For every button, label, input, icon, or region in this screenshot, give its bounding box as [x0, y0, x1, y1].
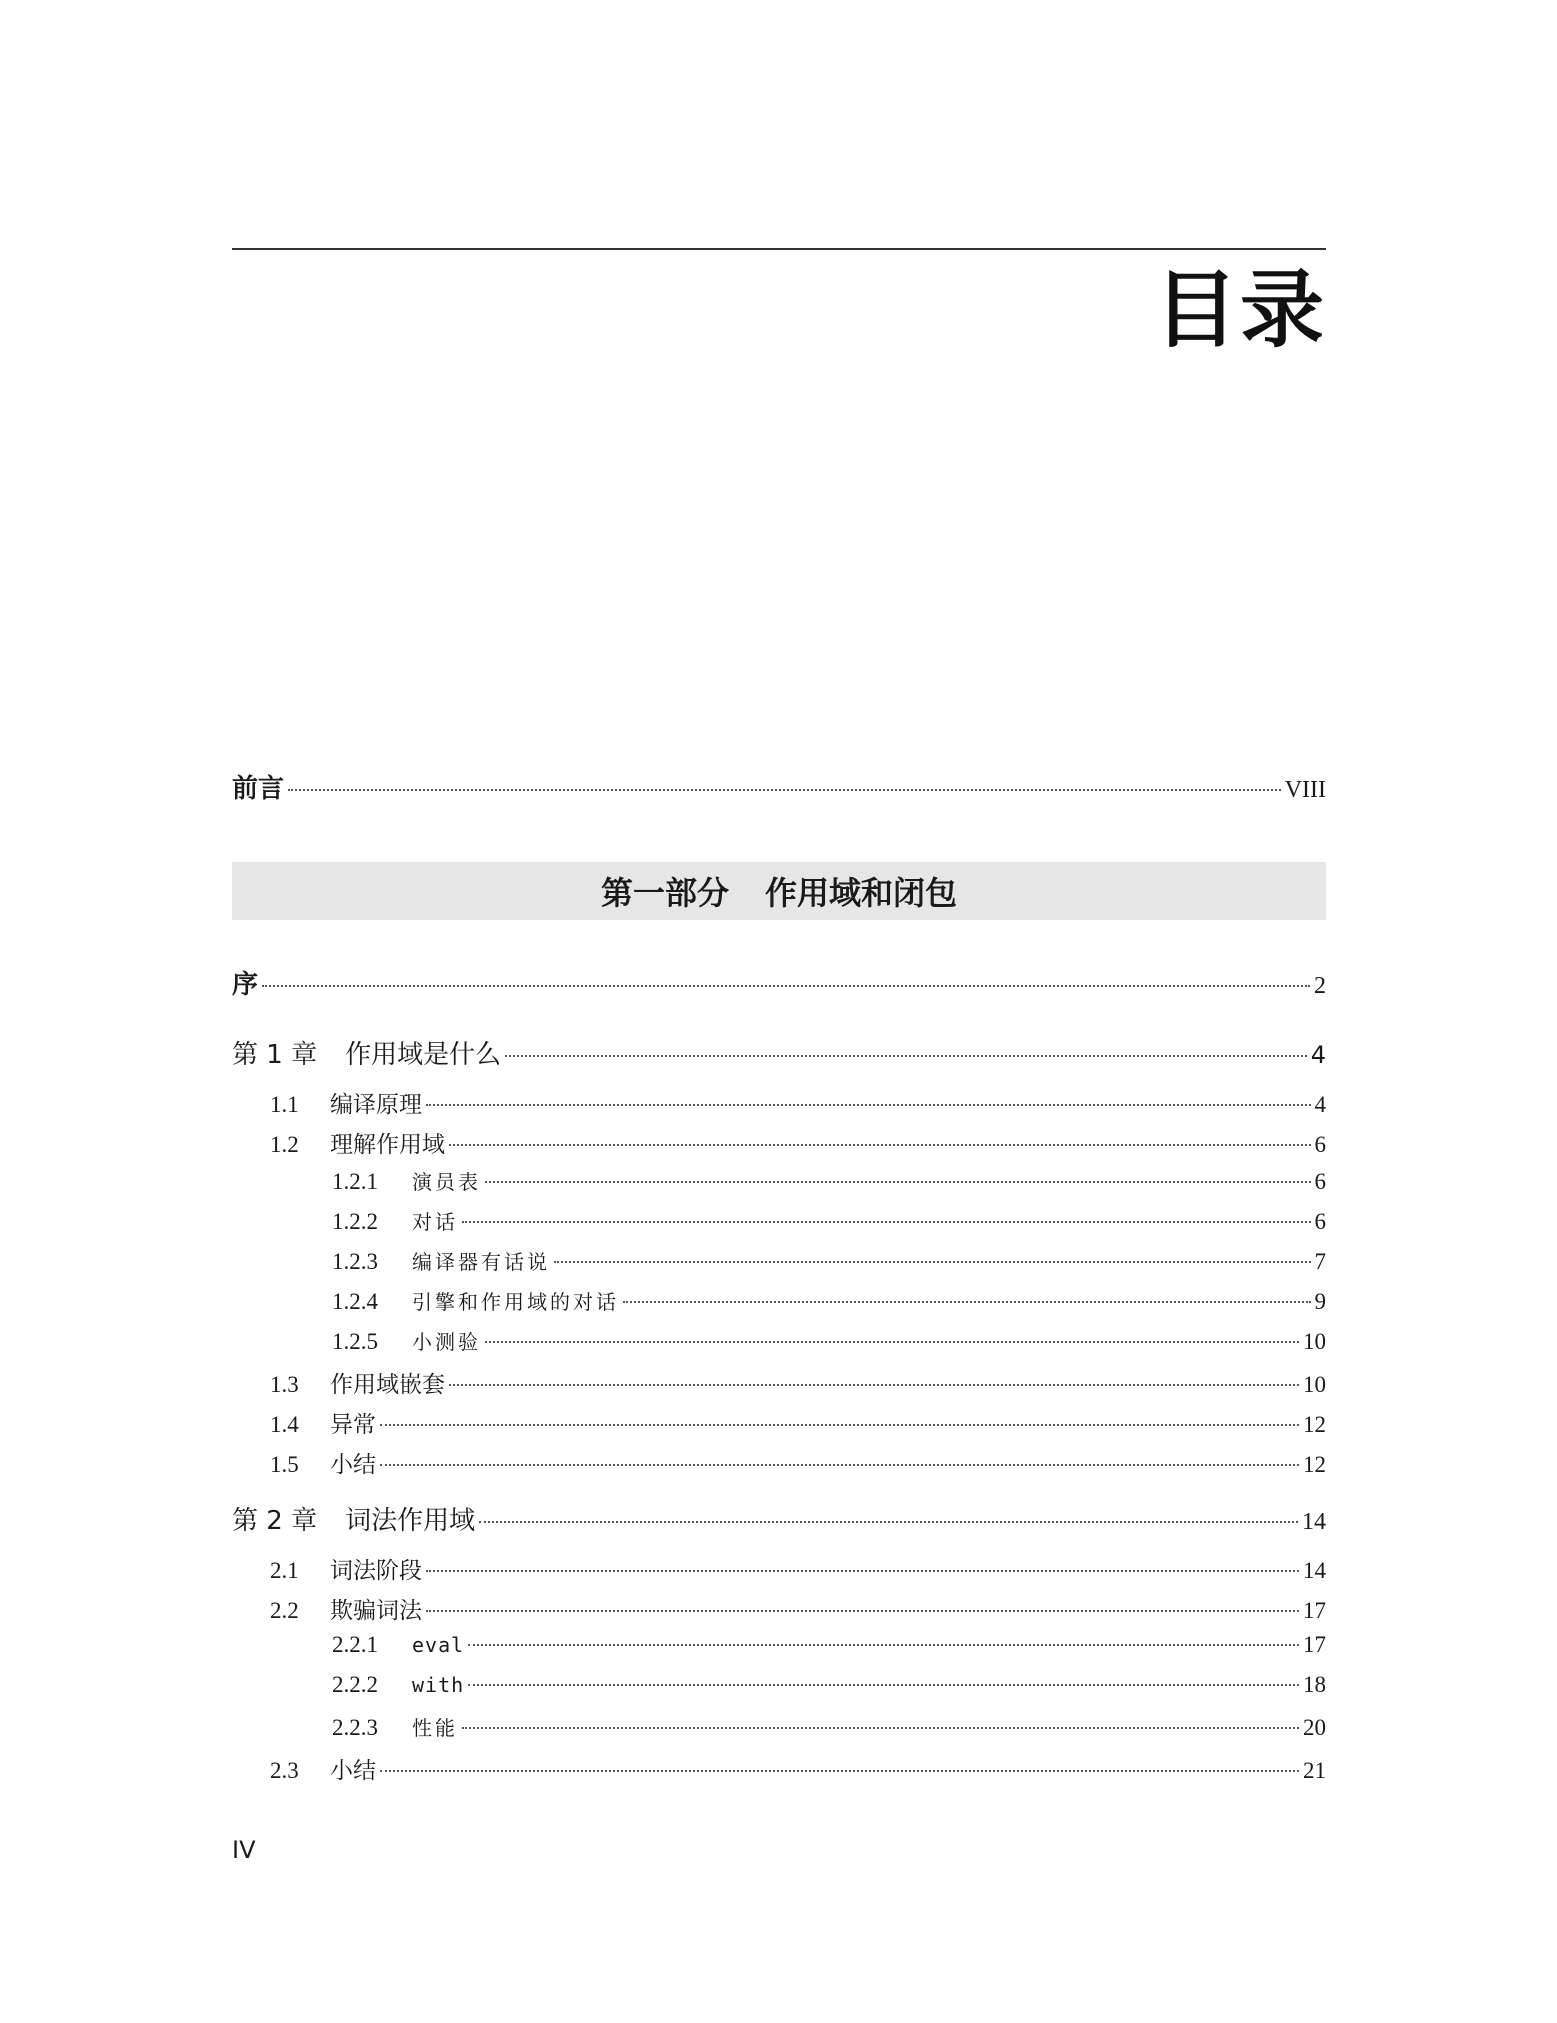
- dot-leader: [426, 1104, 1311, 1106]
- section-label: 作用域嵌套: [330, 1372, 445, 1398]
- toc-section-2-1[interactable]: [232, 1552, 1326, 1585]
- toc-entry-page: 20: [1303, 1715, 1326, 1740]
- subsection-label: 小测验: [412, 1330, 481, 1354]
- part-number: 第一部分: [600, 874, 729, 912]
- toc-entry-page: 2: [1314, 973, 1326, 999]
- toc-section-1-2[interactable]: [232, 1126, 1326, 1159]
- dot-leader: [485, 1181, 1311, 1183]
- toc-section-2-3[interactable]: [232, 1752, 1326, 1785]
- dot-leader: [468, 1684, 1299, 1686]
- page-number-folio: IV: [232, 1836, 256, 1864]
- toc-entry-page: 6: [1314, 1209, 1326, 1234]
- section-label: 小结: [330, 1452, 376, 1478]
- chapter-title: 作用域是什么: [345, 1040, 502, 1070]
- toc-entry-page: 9: [1314, 1289, 1326, 1314]
- section-label: 异常: [330, 1412, 376, 1438]
- dot-leader: [449, 1144, 1311, 1146]
- toc-entry-page: 10: [1303, 1372, 1326, 1397]
- toc-entry-page: 7: [1314, 1249, 1326, 1274]
- section-number: 2.2: [270, 1598, 299, 1623]
- chapter-number: 第 1 章: [232, 1040, 318, 1070]
- page-title: 目录: [1153, 261, 1326, 359]
- toc-section-2-2[interactable]: [232, 1592, 1326, 1625]
- dot-leader: [468, 1644, 1299, 1646]
- title-rule: [232, 248, 1326, 250]
- toc-subsection-1-2-4[interactable]: [232, 1286, 1326, 1315]
- section-number: 1.5: [270, 1452, 299, 1477]
- subsection-label: eval: [412, 1633, 465, 1657]
- toc-chapter-2[interactable]: [232, 1500, 1326, 1537]
- section-label: 词法阶段: [330, 1558, 422, 1584]
- subsection-label: 对话: [412, 1210, 458, 1234]
- toc-entry-page: 6: [1314, 1169, 1326, 1194]
- toc-entry-preface[interactable]: [232, 768, 1326, 805]
- subsection-number: 2.2.3: [332, 1715, 378, 1740]
- section-label: 编译原理: [330, 1092, 422, 1118]
- section-number: 2.1: [270, 1558, 299, 1583]
- toc-subsection-1-2-5[interactable]: [232, 1326, 1326, 1355]
- dot-leader: [479, 1521, 1298, 1523]
- toc-entry-page: 14: [1302, 1509, 1326, 1535]
- section-number: 1.4: [270, 1412, 299, 1437]
- toc-entry-page: 14: [1303, 1558, 1326, 1583]
- dot-leader: [462, 1221, 1311, 1223]
- section-number: 1.2: [270, 1132, 299, 1157]
- toc-chapter-1[interactable]: [232, 1034, 1326, 1071]
- toc-subsection-2-2-3[interactable]: [232, 1712, 1326, 1741]
- section-label: 小结: [330, 1758, 376, 1784]
- section-label: 欺骗词法: [330, 1598, 422, 1624]
- toc-entry-page: 12: [1303, 1412, 1326, 1437]
- section-label: 理解作用域: [330, 1132, 445, 1158]
- toc-section-1-4[interactable]: [232, 1406, 1326, 1439]
- section-number: 1.3: [270, 1372, 299, 1397]
- subsection-label: with: [412, 1673, 465, 1697]
- dot-leader: [485, 1341, 1299, 1343]
- dot-leader: [449, 1384, 1299, 1386]
- dot-leader: [426, 1610, 1299, 1612]
- chapter-title: 词法作用域: [345, 1506, 476, 1536]
- subsection-number: 2.2.2: [332, 1672, 378, 1697]
- dot-leader: [380, 1464, 1299, 1466]
- toc-entry-page: 17: [1303, 1632, 1326, 1657]
- section-number: 2.3: [270, 1758, 299, 1783]
- subsection-label: 编译器有话说: [412, 1250, 550, 1274]
- toc-subsection-1-2-2[interactable]: [232, 1206, 1326, 1235]
- toc-entry-label: 序: [232, 970, 259, 1000]
- dot-leader: [262, 985, 1310, 987]
- dot-leader: [554, 1261, 1311, 1263]
- toc-entry-page: 17: [1303, 1598, 1326, 1623]
- dot-leader: [426, 1570, 1299, 1572]
- toc-entry-page: 6: [1314, 1132, 1326, 1157]
- subsection-number: 1.2.2: [332, 1209, 378, 1234]
- toc-subsection-1-2-1[interactable]: [232, 1166, 1326, 1195]
- subsection-number: 1.2.1: [332, 1169, 378, 1194]
- toc-entry-page: VIII: [1284, 777, 1326, 803]
- subsection-number: 1.2.4: [332, 1289, 378, 1314]
- toc-section-1-5[interactable]: [232, 1446, 1326, 1479]
- subsection-number: 1.2.3: [332, 1249, 378, 1274]
- subsection-number: 2.2.1: [332, 1632, 378, 1657]
- part-title: 作用域和闭包: [765, 874, 958, 912]
- part-heading: [232, 862, 1326, 920]
- toc-subsection-2-2-2[interactable]: [232, 1672, 1326, 1698]
- toc-entry-page: 4: [1314, 1092, 1326, 1117]
- toc-section-1-3[interactable]: [232, 1366, 1326, 1399]
- subsection-number: 1.2.5: [332, 1329, 378, 1354]
- dot-leader: [380, 1424, 1299, 1426]
- subsection-label: 引擎和作用域的对话: [412, 1290, 619, 1314]
- toc-entry-page: 21: [1303, 1758, 1326, 1783]
- dot-leader: [623, 1301, 1311, 1303]
- chapter-number: 第 2 章: [232, 1506, 318, 1536]
- section-number: 1.1: [270, 1092, 299, 1117]
- toc-entry-label: 前言: [232, 774, 285, 804]
- toc-entry-prologue[interactable]: [232, 964, 1326, 1001]
- dot-leader: [462, 1727, 1299, 1729]
- subsection-label: 性能: [412, 1716, 458, 1740]
- toc-entry-page: 10: [1303, 1329, 1326, 1354]
- toc-entry-page: 4: [1310, 1041, 1326, 1069]
- dot-leader: [380, 1770, 1299, 1772]
- dot-leader: [505, 1055, 1307, 1057]
- toc-entry-page: 12: [1303, 1452, 1326, 1477]
- toc-subsection-1-2-3[interactable]: [232, 1246, 1326, 1275]
- toc-entry-page: 18: [1303, 1672, 1326, 1697]
- subsection-label: 演员表: [412, 1170, 481, 1194]
- dot-leader: [288, 789, 1281, 791]
- toc-section-1-1[interactable]: [232, 1086, 1326, 1119]
- toc-subsection-2-2-1[interactable]: [232, 1632, 1326, 1658]
